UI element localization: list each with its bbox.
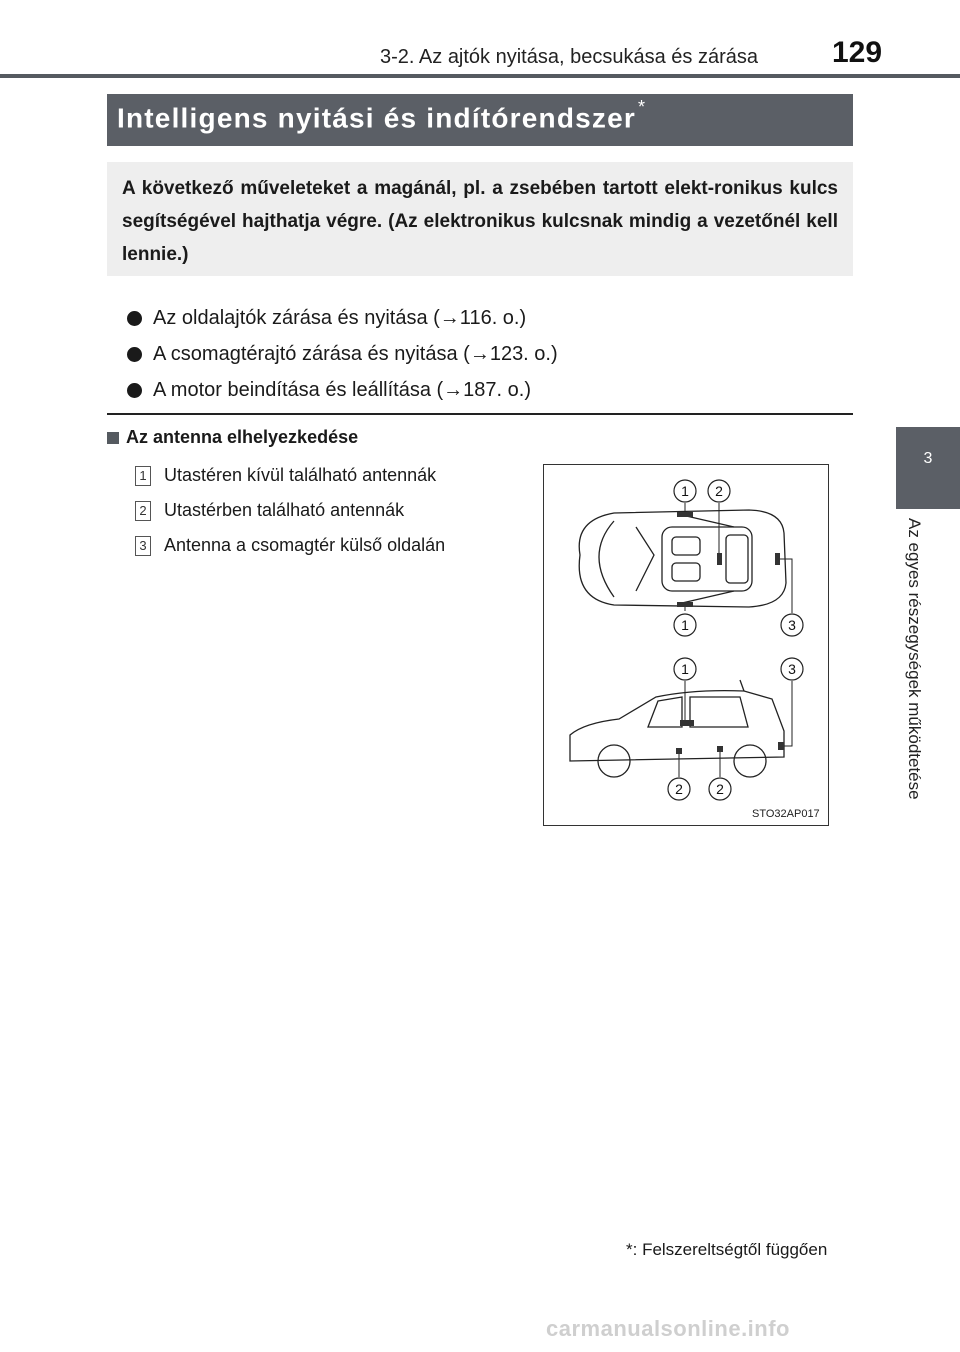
antenna-marker: [680, 720, 694, 726]
windshield-line: [599, 521, 614, 597]
hood-line: [636, 527, 654, 591]
antenna-marker: [717, 746, 723, 752]
front-seat-left: [672, 537, 700, 555]
rear-window: [690, 697, 748, 727]
bullet-item: [127, 372, 827, 408]
antenna-marker: [677, 512, 693, 517]
page-title-text: Intelligens nyitási és indítórendszer: [117, 102, 636, 134]
chapter-tab-title: Az egyes részegységek működtetése: [905, 518, 924, 800]
footnote-text: : Felszereltségtől függően: [632, 1240, 828, 1259]
bullet-item: [127, 336, 827, 372]
callout-number: 3: [788, 661, 796, 677]
title-asterisk: *: [637, 97, 647, 117]
antenna-marker: [775, 553, 780, 565]
watermark: carmanualsonline.info: [546, 1316, 790, 1341]
antenna-marker: [778, 742, 784, 750]
page-number: 129: [832, 36, 883, 69]
section-title: 3-2. Az ajtók nyitása, becsukása és zárása: [380, 46, 758, 68]
number-badge: 2: [135, 501, 151, 521]
bullet-dot-icon: [127, 383, 142, 398]
front-seat-right: [672, 563, 700, 581]
footnote: [626, 1240, 827, 1260]
antenna-diagram: [544, 465, 828, 825]
antenna-list-item: [135, 493, 445, 528]
chapter-tab-number: 3: [923, 450, 933, 467]
antenna-list: [135, 458, 445, 563]
antenna-marker: [717, 553, 722, 565]
antenna-label: Antenna a csomagtér külső oldalán: [164, 535, 446, 555]
antenna-marker: [676, 748, 682, 754]
callout-number: 1: [681, 617, 689, 633]
bullet-text: A motor beindítása és leállítása (→187. o.): [153, 378, 531, 401]
bullet-dot-icon: [127, 311, 142, 326]
antenna-figure: [543, 464, 829, 826]
rear-wheel: [734, 745, 766, 777]
callout-number: 3: [788, 617, 796, 633]
bullet-text: Az oldalajtók zárása és nyitása (→116. o.): [153, 306, 527, 329]
callout-number: 1: [681, 483, 689, 499]
antenna-heading: [107, 427, 358, 448]
bullet-item: [127, 300, 827, 336]
antenna-heading-text: Az antenna elhelyezkedése: [126, 427, 359, 447]
bullet-text: A csomagtérajtó zárása és nyitása (→123. o.): [153, 342, 558, 365]
square-marker-icon: [107, 432, 119, 444]
front-window: [648, 697, 682, 727]
callout-number: 1: [681, 661, 689, 677]
number-badge: 1: [135, 466, 151, 486]
antenna-label: Utastéren kívül található antennák: [164, 465, 437, 485]
page-title: [117, 97, 647, 134]
number-badge: 3: [135, 536, 151, 556]
callout-number: 2: [715, 483, 723, 499]
chapter-tab: [896, 427, 960, 509]
antenna-list-item: [135, 458, 445, 493]
antenna-marker: [677, 602, 693, 607]
antenna-label: Utastérben található antennák: [164, 500, 405, 520]
footnote-marker: *: [626, 1240, 633, 1259]
rear-seat: [726, 535, 748, 583]
door-line-bottom: [682, 591, 734, 603]
antenna-mast: [740, 680, 744, 691]
bullet-list: [127, 300, 827, 408]
bullet-dot-icon: [127, 347, 142, 362]
antenna-list-item: [135, 528, 445, 563]
section-divider: [107, 413, 853, 415]
leader-line: [784, 681, 792, 746]
header-rule: [0, 74, 960, 78]
callout-number: 2: [716, 781, 724, 797]
figure-code: STO32AP017: [752, 808, 820, 820]
intro-text: A következő műveleteket a magánál, pl. a zsebében tartott elekt-ronikus kulcs segítségével hajthatja végre. (Az elektronikus kulcsnak mindig a vezetőnél kell lennie.): [122, 178, 838, 265]
callout-number: 2: [675, 781, 683, 797]
